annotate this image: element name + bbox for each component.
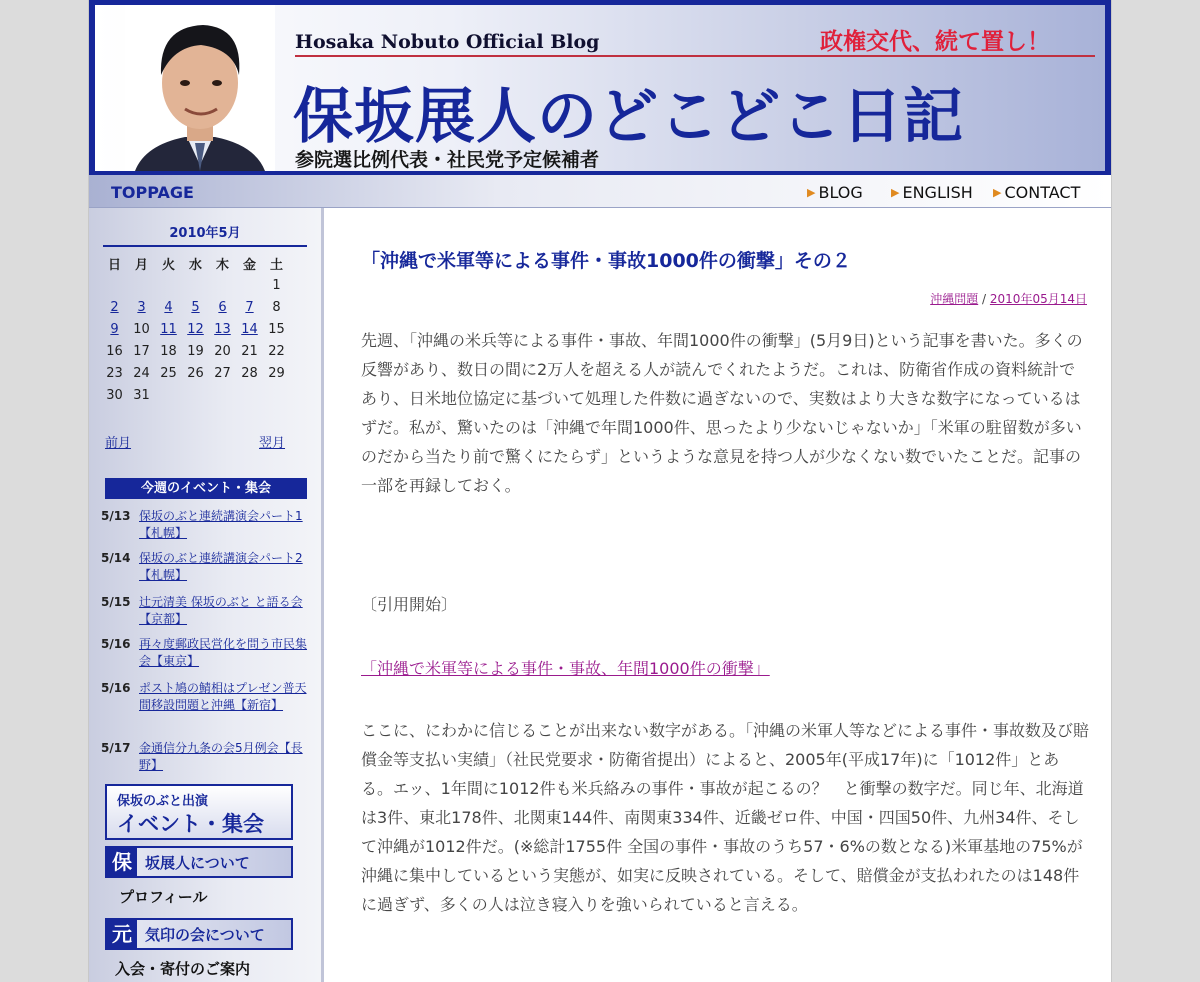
event-link[interactable]: 金通信分九条の会5月例会【長野】 (139, 741, 303, 772)
calendar-day (209, 384, 236, 406)
events-banner[interactable] (105, 784, 293, 840)
calendar-weekday: 火 (161, 257, 175, 273)
calendar-day: 20 (214, 343, 231, 359)
calendar-day (263, 384, 290, 406)
next-month-link[interactable]: 翌月 (259, 436, 286, 451)
event-date: 5/16 (101, 637, 131, 651)
calendar-day: 28 (241, 365, 258, 381)
calendar-day[interactable]: 5 (191, 299, 200, 315)
calendar-day[interactable]: 13 (214, 321, 231, 337)
quoted-article-link[interactable]: 「沖縄で米軍等による事件・事故、年間1000件の衝撃」 (361, 659, 770, 678)
main-content (329, 208, 1111, 982)
event-link[interactable]: ポスト鳩の鯖相はプレゼン普天間移設問題と沖縄【新宿】 (139, 681, 307, 712)
calendar-day (128, 274, 155, 296)
about-banner[interactable] (105, 846, 293, 878)
calendar-day: 17 (133, 343, 150, 359)
event-item (101, 636, 311, 672)
calendar-day[interactable]: 2 (110, 299, 119, 315)
author-photo (125, 5, 275, 171)
club-banner-initial: 元 (107, 920, 137, 948)
club-banner[interactable] (105, 918, 293, 950)
post-date-link[interactable]: 2010年05月14日 (989, 292, 1087, 306)
calendar-day: 29 (268, 365, 285, 381)
calendar-day (209, 274, 236, 296)
calendar-day: 26 (187, 365, 204, 381)
about-banner-initial: 保 (107, 848, 137, 876)
nav-blog-label: BLOG (818, 183, 863, 202)
nav-bar (89, 175, 1111, 208)
calendar-day[interactable]: 14 (241, 321, 258, 337)
calendar-day (236, 384, 263, 406)
calendar-day (155, 384, 182, 406)
calendar-day[interactable]: 9 (110, 321, 119, 337)
calendar-week (101, 384, 290, 406)
event-link[interactable]: 保坂のぶと連続講演会パート1【札幌】 (139, 509, 303, 540)
meta-separator: / (982, 292, 987, 306)
calendar-weekday: 土 (269, 257, 283, 273)
event-item (101, 740, 311, 776)
calendar-week (101, 362, 290, 384)
calendar-day: 16 (106, 343, 123, 359)
calendar-day (155, 274, 182, 296)
calendar-day: 27 (214, 365, 231, 381)
nav-english-label: ENGLISH (902, 183, 973, 202)
blog-subtitle: 参院選比例代表・社民党予定候補者 (295, 149, 600, 171)
event-date: 5/15 (101, 595, 131, 609)
nav-blog-link[interactable] (807, 183, 863, 202)
calendar-day[interactable]: 4 (164, 299, 173, 315)
arrow-right-icon: ▶ (993, 186, 1002, 199)
arrow-right-icon: ▶ (807, 186, 816, 199)
calendar-day[interactable]: 12 (187, 321, 204, 337)
calendar-week (101, 296, 290, 318)
event-item (101, 508, 311, 544)
nav-english-link[interactable] (891, 183, 973, 202)
calendar-day: 1 (272, 277, 281, 293)
calendar-weekday: 月 (134, 257, 148, 273)
page-frame (88, 0, 1112, 982)
calendar-day (236, 274, 263, 296)
calendar-title: 2010年5月 (169, 226, 241, 241)
post-category-link[interactable]: 沖縄問題 (930, 292, 979, 306)
prev-month-link[interactable]: 前月 (105, 436, 132, 451)
calendar-day (182, 384, 209, 406)
event-date: 5/14 (101, 551, 131, 565)
event-link[interactable]: 辻元清美 保坂のぶと と語る会【京都】 (139, 595, 303, 626)
calendar-week (101, 274, 290, 296)
calendar (101, 252, 290, 406)
calendar-week (101, 318, 290, 340)
calendar-day: 21 (241, 343, 258, 359)
calendar-day: 23 (106, 365, 123, 381)
arrow-right-icon: ▶ (891, 186, 900, 199)
profile-link[interactable]: プロフィール (119, 888, 208, 906)
quoted-paragraph: ここに、にわかに信じることが出来ない数字がある。「沖縄の米軍人等などによる事件・事故数及び賠償金等支払い実績」（社民党要求・防衛省提出）によると、2005年(平成17年)に「1012件」とある。エッ、1年間に1012件も米兵絡みの事件・事故が起こるの？ と衝撃の数字だ。同じ年、北海道は3件、東北178件、北関東144件、南関東334件、近畿ゼロ件、中国・四国50件、九州34件、そして沖縄が1012件だ。(※総計1755件 全国の事件・事故のうち57・6%の数となる)米軍基地の75%が沖縄に集中しているという実態が、如実に反映されている。そして、賠償金が支払われたのは148件に過ぎず、多くの人は泣き寝入りを強いられていると言える。 (361, 721, 1090, 914)
nav-contact-label: CONTACT (1004, 183, 1081, 202)
calendar-day: 24 (133, 365, 150, 381)
calendar-day: 19 (187, 343, 204, 359)
post-paragraph: 先週、「沖縄の米兵等による事件・事故、年間1000件の衝撃」(5月9日)という記事を書いた。多くの反響があり、数日の間に2万人を超える人が読んでくれたようだ。これは、防衛省作成の資料統計であり、日米地位協定に基づいて処理した件数に過ぎないので、実数はより大きな数字になっているはずだ。私が、驚いたのは「沖縄で年間1000件、思ったより少ないじゃないか」「米軍の駐留数が多いのだから当たり前で驚くにたらず」というような意見を持つ人が少なくない数でいたことだ。記事の一部を再録しておく。 (361, 331, 1083, 495)
join-link[interactable]: 入会・寄付のご案内 (115, 960, 251, 978)
calendar-day (101, 274, 128, 296)
calendar-weekday: 金 (242, 257, 256, 273)
calendar-day: 10 (133, 321, 150, 337)
event-item (101, 680, 311, 734)
post-meta (930, 290, 1087, 307)
calendar-day[interactable]: 3 (137, 299, 146, 315)
calendar-day[interactable]: 11 (160, 321, 177, 337)
blog-title[interactable]: 保坂展人のどこどこ日記 (293, 82, 964, 152)
calendar-day: 8 (272, 299, 281, 315)
calendar-day: 22 (268, 343, 285, 359)
calendar-day[interactable]: 7 (245, 299, 254, 315)
event-date: 5/16 (101, 681, 131, 695)
events-banner-caption: 保坂のぶと出演 (117, 794, 209, 809)
calendar-divider (103, 245, 307, 247)
post-title[interactable]: 「沖縄で米軍等による事件・事故1000件の衝撃」その２ (361, 250, 851, 272)
event-link[interactable]: 再々度郵政民営化を問う市民集会【東京】 (139, 637, 308, 668)
calendar-day: 31 (133, 387, 150, 403)
calendar-day: 30 (106, 387, 123, 403)
blog-header (89, 0, 1111, 175)
blog-name-english: Hosaka Nobuto Official Blog (295, 31, 600, 53)
calendar-day (182, 274, 209, 296)
calendar-day: 25 (160, 365, 177, 381)
event-item (101, 594, 311, 630)
club-banner-label: 気印の会について (145, 926, 265, 944)
calendar-weekday: 水 (188, 257, 202, 273)
about-banner-label: 坂展人について (145, 854, 250, 872)
event-link[interactable]: 保坂のぶと連続講演会パート2【札幌】 (139, 551, 303, 582)
event-item (101, 550, 311, 586)
events-heading: 今週のイベント・集会 (105, 478, 307, 499)
calendar-day[interactable]: 6 (218, 299, 227, 315)
header-slogan: 政権交代、続て置し！ (820, 29, 1050, 55)
nav-contact-link[interactable] (993, 183, 1080, 202)
calendar-weekday: 日 (107, 257, 121, 273)
event-date: 5/17 (101, 741, 131, 755)
calendar-week (101, 340, 290, 362)
events-banner-title: イベント・集会 (117, 812, 264, 836)
quote-start-label: 〔引用開始〕 (361, 595, 458, 614)
event-date: 5/13 (101, 509, 131, 523)
nav-toppage-link[interactable]: TOPPAGE (111, 183, 194, 202)
calendar-weekday: 木 (215, 257, 229, 273)
header-banner (95, 5, 1105, 171)
sidebar (89, 208, 324, 982)
calendar-day: 18 (160, 343, 177, 359)
calendar-day: 15 (268, 321, 285, 337)
